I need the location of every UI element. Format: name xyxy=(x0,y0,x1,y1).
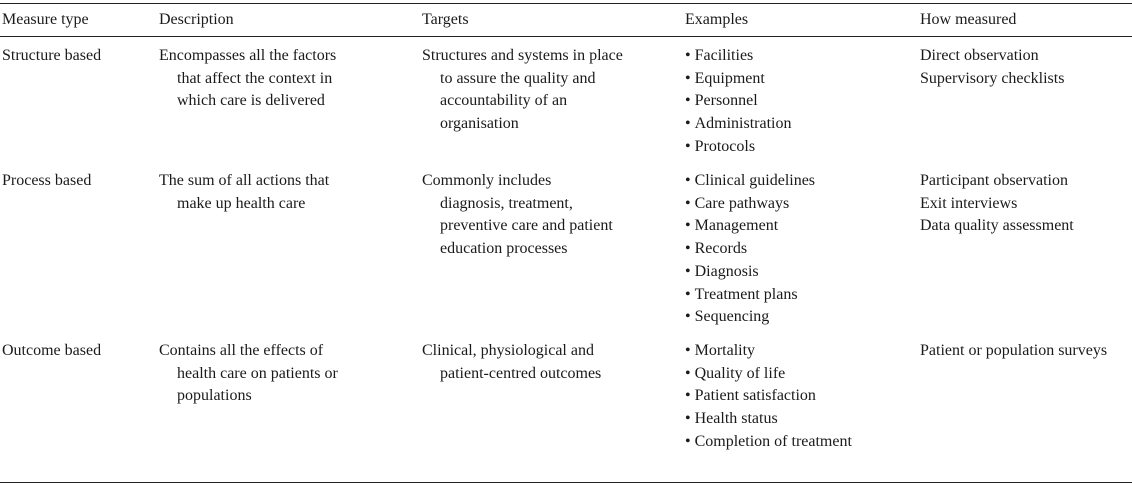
header-description: Description xyxy=(159,11,234,28)
row-structure-how-measured xyxy=(920,45,1064,90)
targets-line: to assure the quality and xyxy=(440,69,596,87)
targets-line: diagnosis, treatment, xyxy=(440,194,573,212)
row-process-measure-type: Process based xyxy=(2,172,92,189)
description-line: that affect the context in xyxy=(177,69,333,87)
example-item: • Quality of life xyxy=(685,363,852,386)
row-structure-examples xyxy=(685,45,792,159)
targets-line: Structures and systems in place xyxy=(422,47,623,64)
description-line: which care is delivered xyxy=(177,92,325,110)
header-how-measured: How measured xyxy=(920,11,1017,28)
example-item: • Equipment xyxy=(685,68,792,91)
row-process-targets xyxy=(422,170,613,261)
row-outcome-measure-type: Outcome based xyxy=(2,342,102,359)
how-measured-line: Direct observation xyxy=(920,47,1039,64)
table-header-rule xyxy=(0,36,1132,37)
example-item: • Sequencing xyxy=(685,306,815,329)
targets-line: education processes xyxy=(440,240,568,258)
description-line: Encompasses all the factors xyxy=(159,47,337,64)
example-item: • Facilities xyxy=(685,45,792,68)
table-bottom-rule xyxy=(0,482,1132,483)
row-outcome-how-measured xyxy=(920,340,1107,363)
row-outcome-examples xyxy=(685,340,852,454)
example-item: • Patient satisfaction xyxy=(685,385,852,408)
row-outcome-description xyxy=(159,340,338,408)
targets-line: accountability of an xyxy=(440,92,568,110)
example-item: • Health status xyxy=(685,408,852,431)
how-measured-line: Supervisory checklists xyxy=(920,69,1065,87)
how-measured-line: Patient or population surveys xyxy=(920,342,1108,359)
row-process-examples xyxy=(685,170,815,329)
example-item: • Management xyxy=(685,215,815,238)
example-item: • Clinical guidelines xyxy=(685,170,815,193)
targets-line: organisation xyxy=(440,115,519,133)
example-item: • Treatment plans xyxy=(685,284,815,307)
row-process-how-measured xyxy=(920,170,1074,238)
row-structure-measure-type: Structure based xyxy=(2,47,102,64)
targets-line: Clinical, physiological and xyxy=(422,342,594,359)
targets-line: Commonly includes xyxy=(422,172,552,189)
example-item: • Mortality xyxy=(685,340,852,363)
description-line: make up health care xyxy=(177,194,306,212)
description-line: Contains all the effects of xyxy=(159,342,324,359)
row-structure-targets xyxy=(422,45,623,136)
example-item: • Personnel xyxy=(685,90,792,113)
header-examples: Examples xyxy=(685,11,749,28)
how-measured-line: Exit interviews xyxy=(920,194,1018,212)
how-measured-line: Data quality assessment xyxy=(920,217,1074,235)
row-process-description xyxy=(159,170,329,215)
description-line: health care on patients or xyxy=(177,364,338,382)
targets-line: preventive care and patient xyxy=(440,217,613,235)
header-measure-type: Measure type xyxy=(2,11,89,28)
example-item: • Records xyxy=(685,238,815,261)
description-line: The sum of all actions that xyxy=(159,172,330,189)
targets-line: patient-centred outcomes xyxy=(440,364,602,382)
row-structure-description xyxy=(159,45,336,113)
table-top-rule xyxy=(0,3,1132,4)
description-line: populations xyxy=(177,387,252,405)
example-item: • Administration xyxy=(685,113,792,136)
header-targets: Targets xyxy=(422,11,469,28)
how-measured-line: Participant observation xyxy=(920,172,1068,189)
example-item: • Completion of treatment xyxy=(685,431,852,454)
row-outcome-targets xyxy=(422,340,601,385)
example-item: • Protocols xyxy=(685,136,792,159)
example-item: • Care pathways xyxy=(685,193,815,216)
example-item: • Diagnosis xyxy=(685,261,815,284)
